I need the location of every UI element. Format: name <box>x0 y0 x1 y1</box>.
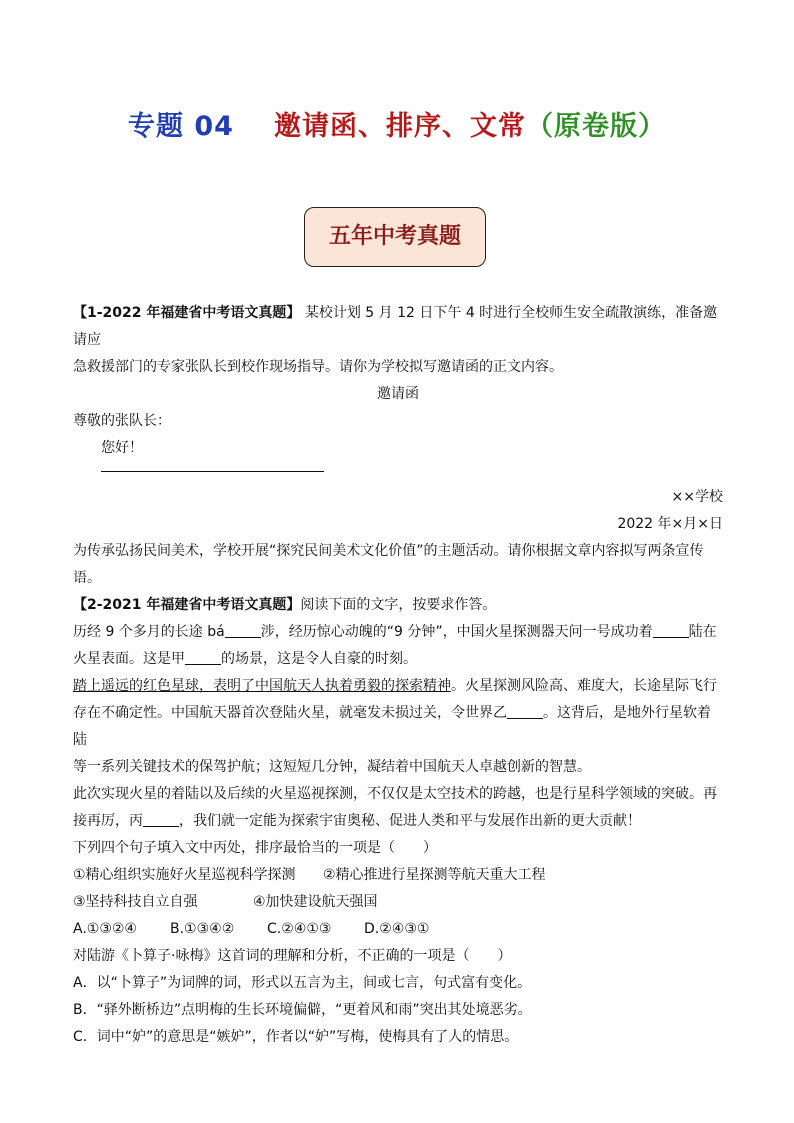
q2-question: 下列四个句子填入文中丙处，排序最恰当的一项是（ ） <box>73 840 437 856</box>
q2-para2-line3: 等一系列关键技术的保驾护航；这短短几分钟，凝结着中国航天人卓越创新的智慧。 <box>73 759 591 775</box>
fill-blank <box>185 650 221 665</box>
q2-options <box>73 916 723 943</box>
sentence-item: ①精心组织实施好火星巡视科学探测 <box>73 867 296 883</box>
text-span: 接再厉，丙 <box>73 813 143 829</box>
fill-blank <box>653 623 689 638</box>
q2-para3-line2 <box>73 808 723 835</box>
q2-para2-line2 <box>73 700 723 754</box>
q1-line1 <box>73 300 723 354</box>
page-title <box>0 104 794 143</box>
text-span: 的场景，这是令人自豪的时刻。 <box>221 651 417 667</box>
q3-option-c: C．词中“妒”的意思是“嫉妒”，作者以“妒”写梅，使梅具有了人的情思。 <box>73 1029 519 1045</box>
text-span: 历经 9 个多月的长途 bá <box>73 624 225 640</box>
answer-line <box>101 470 324 472</box>
option-a: A.①③②④ <box>73 921 137 937</box>
q2-para3-line1: 此次实现火星的着陆以及后续的火星巡视探测，不仅仅是太空技术的跨越，也是行星科学领域的突破。再 <box>73 786 717 802</box>
q1-source: 【1-2022 年福建省中考语文真题】 <box>73 305 301 321</box>
text-span: ，我们就一定能为探索宇宙奥秘、促进人类和平与发展作出新的更大贡献！ <box>179 813 641 829</box>
q2-para2-line1 <box>73 673 723 700</box>
text-span: 涉，经历惊心动魄的“9 分钟”，中国火星探测器天问一号成功着 <box>260 624 653 640</box>
title-topic-name: 邀请函、排序、文常 <box>273 111 526 142</box>
sentence-item: ②精心推进行星探测等航天重大工程 <box>323 867 546 883</box>
q3-option-b: B．“驿外断桥边”点明梅的生长环境偏僻，“更着风和雨”突出其处境恶劣。 <box>73 1002 532 1018</box>
letter-greeting: 您好！ <box>101 440 143 456</box>
q1-text-1: 某校计划 5 月 12 日下午 4 时进行全校师生安全疏散演练，准备邀请应 <box>73 305 718 348</box>
q2-para1-line2 <box>73 646 723 673</box>
text-span: 火星表面。这是甲 <box>73 651 185 667</box>
sentence-item: ③坚持科技自立自强 <box>73 894 198 910</box>
fill-blank <box>143 812 179 827</box>
q1-line2: 急救援部门的专家张队长到校作现场指导。请你为学校拟写邀请函的正文内容。 <box>73 359 563 375</box>
slogan-task-line2: 语。 <box>73 570 101 586</box>
text-span: 。火星探测风险高、难度大，长途星际飞行 <box>451 678 717 694</box>
q2-header <box>73 592 723 619</box>
text-span: 存在不确定性。中国航天器首次登陆火星，就毫发未损过关，令世界乙 <box>73 705 507 721</box>
q2-source: 【2-2021 年福建省中考语文真题】 <box>73 597 301 613</box>
letter-signature: ××学校 <box>671 489 723 505</box>
q2-items-row1 <box>73 862 723 889</box>
option-c: C.②④①③ <box>267 921 332 937</box>
q3-question: 对陆游《卜算子·咏梅》这首词的理解和分析，不正确的一项是（ ） <box>73 948 512 964</box>
title-version: （原卷版） <box>525 111 666 142</box>
q2-instruction: 阅读下面的文字，按要求作答。 <box>300 597 497 613</box>
section-banner: 五年中考真题 <box>304 207 486 267</box>
q2-para1-line1 <box>73 619 723 646</box>
text-span: 陆在 <box>688 624 717 640</box>
underlined-sentence: 踏上遥远的红色星球，表明了中国航天人执着勇毅的探索精神 <box>73 678 451 694</box>
q2-items-row2 <box>73 889 723 916</box>
letter-date: 2022 年×月×日 <box>617 516 723 532</box>
document-body <box>73 300 723 1051</box>
option-b: B.①③④② <box>170 921 235 937</box>
letter-salutation: 尊敬的张队长： <box>73 413 171 429</box>
text-span: 。这背后，是地外行星软着陆 <box>73 705 711 748</box>
fill-blank <box>507 704 543 719</box>
letter-title: 邀请函 <box>377 386 419 402</box>
option-d: D.②④③① <box>364 921 430 937</box>
slogan-task-line1: 为传承弘扬民间美术，学校开展“探究民间美术文化价值”的主题活动。请你根据文章内容拟写两条宣传 <box>73 543 704 559</box>
q3-option-a: A．以“卜算子”为词牌的词，形式以五言为主，间或七言，句式富有变化。 <box>73 975 532 991</box>
title-topic-number: 专题 04 <box>128 111 234 142</box>
sentence-item: ④加快建设航天强国 <box>253 894 378 910</box>
fill-blank <box>225 623 261 638</box>
